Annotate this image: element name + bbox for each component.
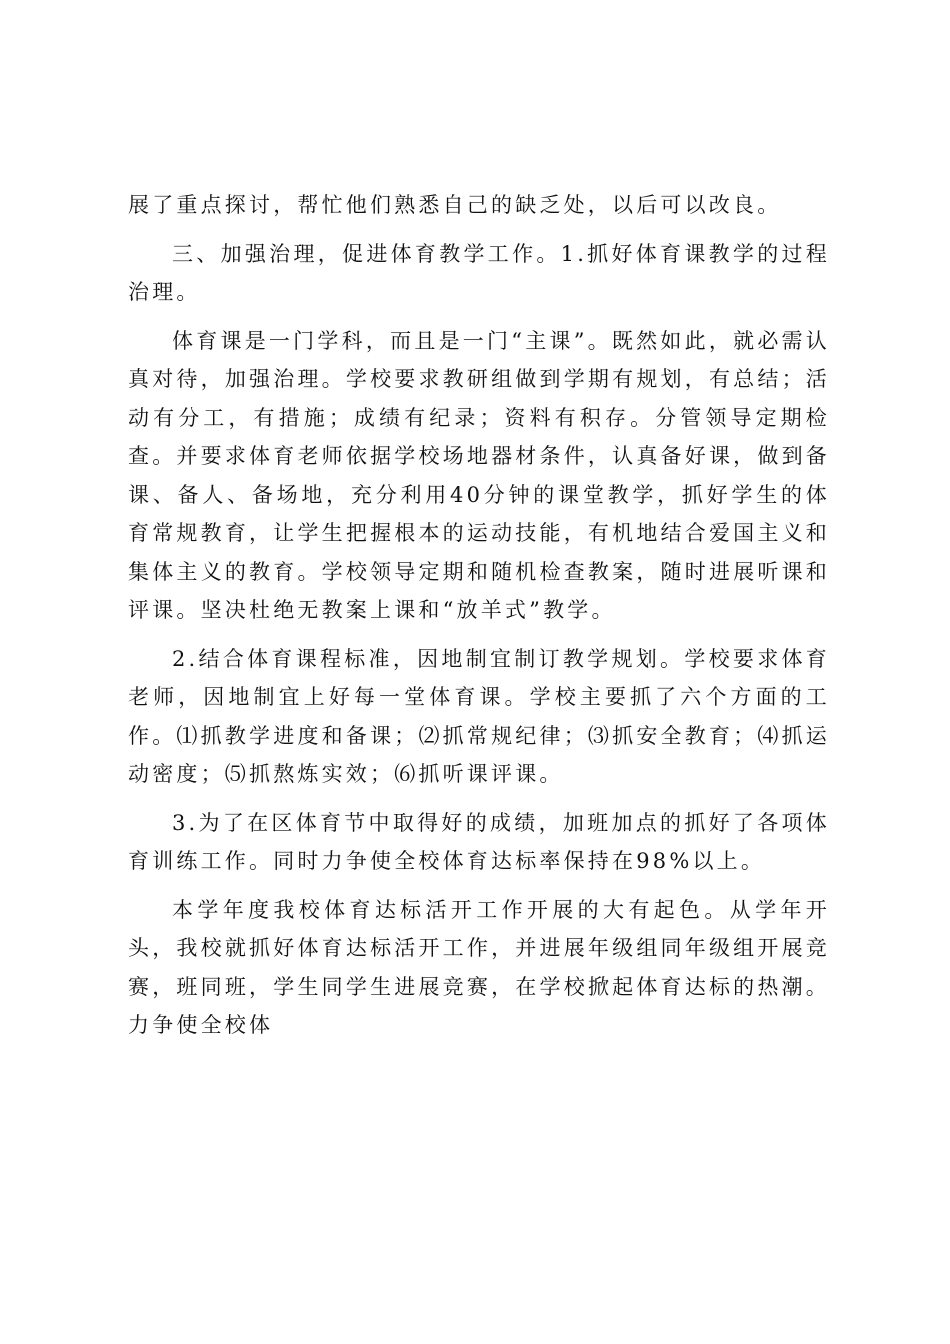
- paragraph-sports-festival: 3.为了在区体育节中取得好的成绩，加班加点的抓好了各项体育训练工作。同时力争使全校体育达标率保持在98%以上。: [128, 810, 830, 873]
- paragraph-pe-course-management: 体育课是一门学科，而且是一门“主课”。既然如此，就必需认真对待，加强治理。学校要求教研组做到学期有规划，有总结；活动有分工，有措施；成绩有纪录；资料有积存。分管领导定期检查。并要求体育老师依据学校场地器材条件，认真备好课，做到备课、备人、备场地，充分利用40分钟的课堂教学，抓好学生的体育常规教育，让学生把握根本的运动技能，有机地结合爱国主义和集体主义的教育。学校领导定期和随机检查教案，随时进展听课和评课。坚决杜绝无教案上课和“放羊式”教学。: [128, 328, 830, 622]
- paragraph-curriculum-planning: 2.结合体育课程标准，因地制宜制订教学规划。学校要求体育老师，因地制宜上好每一堂体育课。学校主要抓了六个方面的工作。⑴抓教学进度和备课；⑵抓常规纪律；⑶抓安全教育；⑷抓运动密度；⑸抓熬炼实效；⑹抓听课评课。: [128, 646, 830, 786]
- document-body: [128, 186, 830, 1045]
- paragraph-section-three-heading: 三、加强治理，促进体育教学工作。1.抓好体育课教学的过程治理。: [128, 241, 830, 304]
- paragraph-fitness-standard: 本学年度我校体育达标活开工作开展的大有起色。从学年开头，我校就抓好体育达标活开工作，并进展年级组同年级组开展竞赛，班同班，学生同学生进展竞赛，在学校掀起体育达标的热潮。力争使全校体: [128, 897, 830, 1037]
- paragraph-continuation: 展了重点探讨，帮忙他们熟悉自己的缺乏处，以后可以改良。: [128, 193, 782, 217]
